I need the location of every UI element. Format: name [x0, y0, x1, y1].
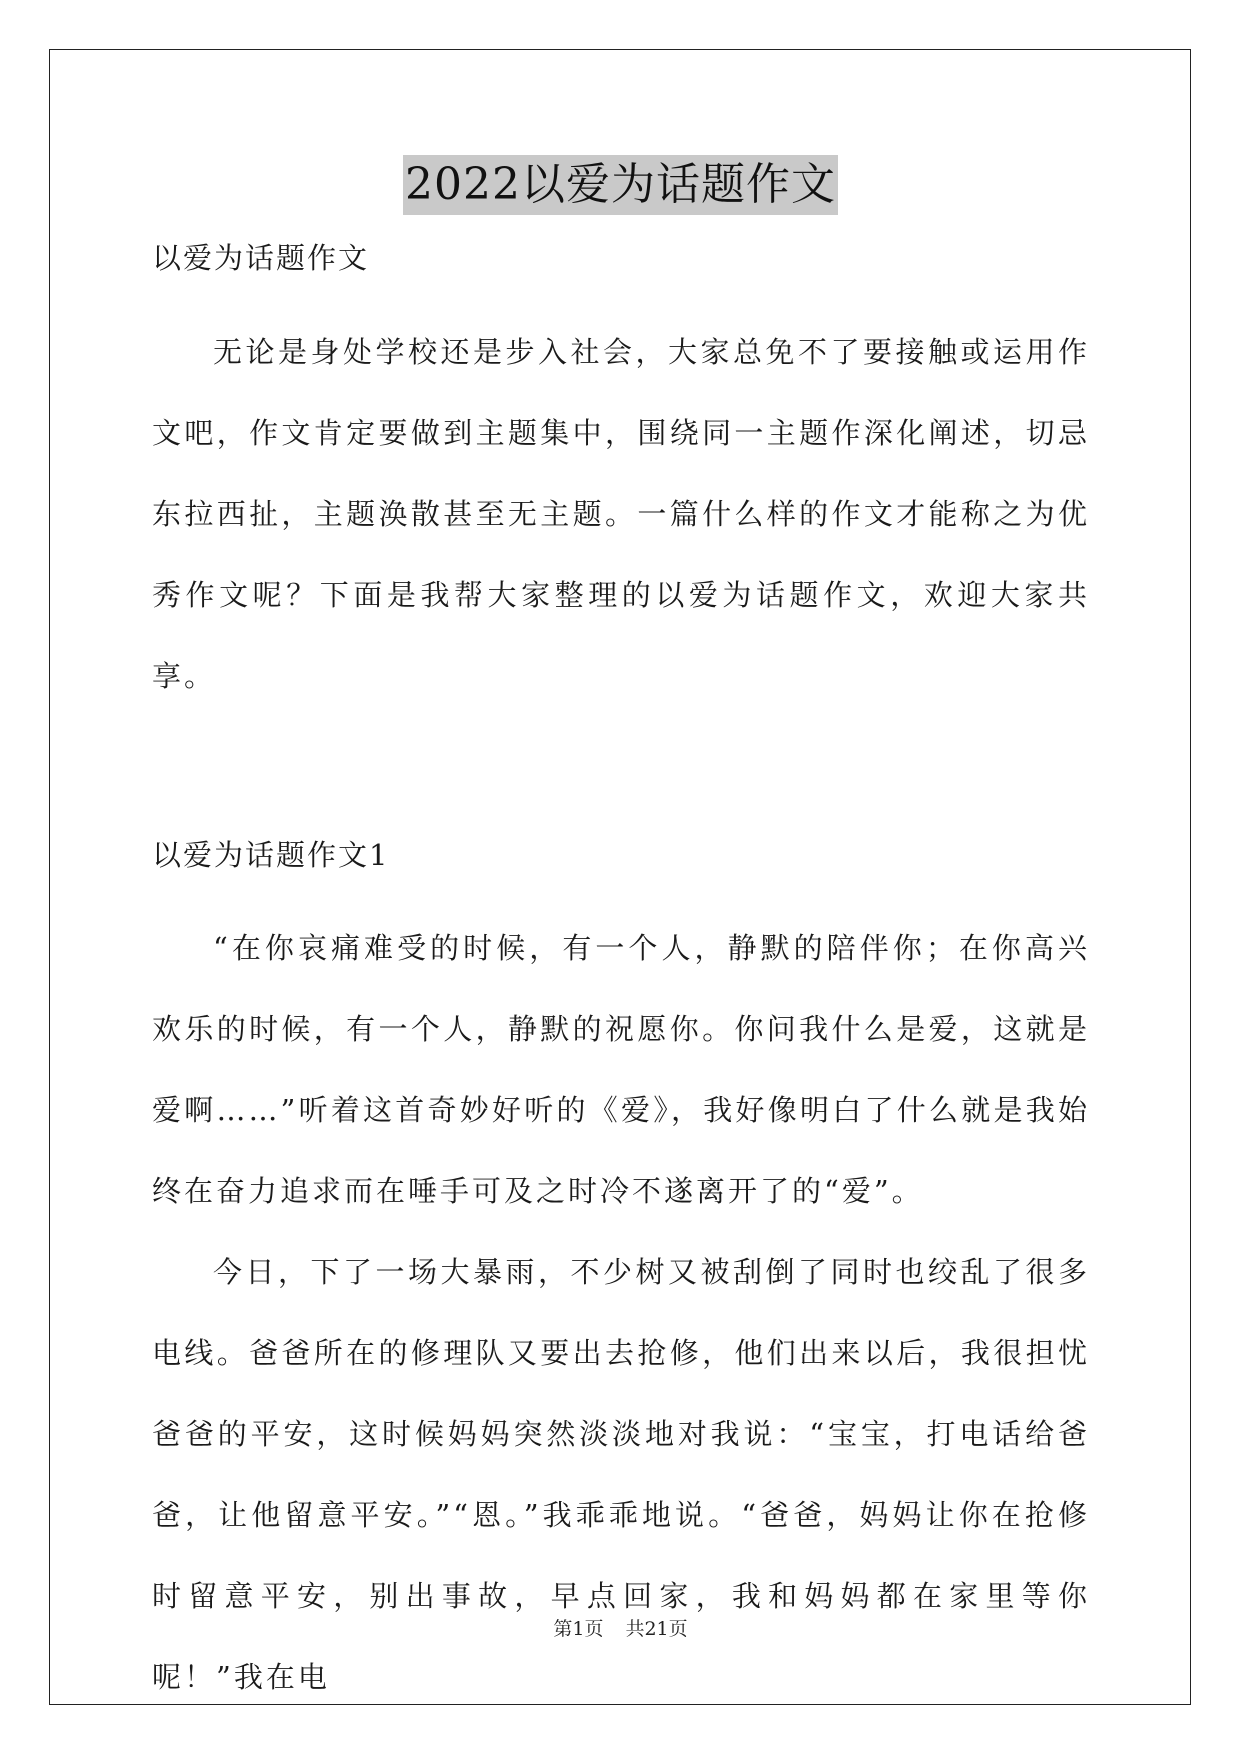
- section-heading: 以爱为话题作文: [152, 241, 370, 275]
- title-container: [0, 155, 1241, 215]
- paragraph: 无论是身处学校还是步入社会，大家总免不了要接触或运用作文吧，作文肯定要做到主题集中，围绕同一主题作深化阐述，切忌东拉西扯，主题涣散甚至无主题。一篇什么样的作文才能称之为优秀作文呢？下面是我帮大家整理的以爱为话题作文，欢迎大家共享。: [152, 335, 1090, 693]
- page-number: 第1页: [553, 1618, 604, 1640]
- paragraph: “在你哀痛难受的时候，有一个人，静默的陪伴你；在你高兴欢乐的时候，有一个人，静默的祝愿你。你问我什么是爱，这就是爱啊……”听着这首奇妙好听的《爱》，我好像明白了什么就是我始终在奋力追求而在唾手可及之时冷不遂离开了的“爱”。: [152, 931, 1090, 1208]
- paragraph: 今日，下了一场大暴雨，不少树又被刮倒了同时也绞乱了很多电线。爸爸所在的修理队又要出去抢修，他们出来以后，我很担忧爸爸的平安，这时候妈妈突然淡淡地对我说：“宝宝，打电话给爸爸，让他留意平安。”“恩。”我乖乖地说。“爸爸，妈妈让你在抢修时留意平安，别出事故，早点回家，我和妈妈都在家里等你呢！”我在电: [152, 1255, 1090, 1694]
- document-body: [152, 228, 1090, 1718]
- section-heading: 以爱为话题作文1: [152, 838, 390, 872]
- document-title: 2022以爱为话题作文: [403, 155, 838, 215]
- total-pages: 共21页: [625, 1618, 688, 1640]
- page-footer: [0, 1614, 1241, 1641]
